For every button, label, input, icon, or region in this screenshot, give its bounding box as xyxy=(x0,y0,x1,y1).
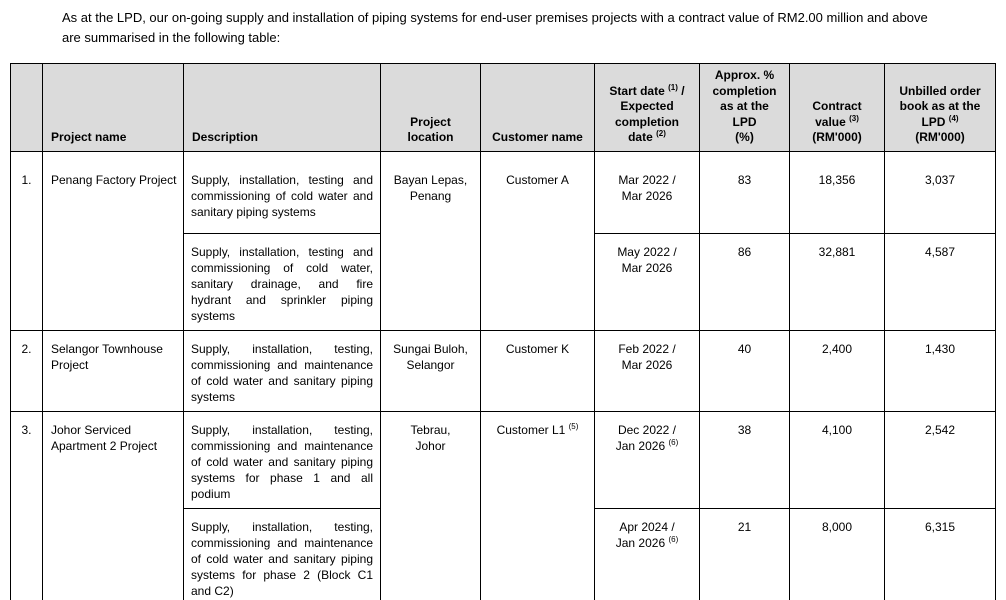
projects-table xyxy=(10,63,996,600)
col-header-unbilled-order-book: Unbilled order book as at the LPD $^{(4)}$ (RM'000) xyxy=(885,64,996,152)
table-row-selangor xyxy=(11,330,996,411)
cell-description: Supply, installation, testing, commissioning and maintenance of cold water and sanitary piping systems xyxy=(184,330,381,411)
table-row-johor-sub1 xyxy=(11,411,996,508)
cell-contract-value: 18,356 xyxy=(790,151,885,233)
cell-row-number: 3. xyxy=(11,411,43,600)
cell-unbilled-order-book: 4,587 xyxy=(885,233,996,330)
cell-unbilled-order-book: 3,037 xyxy=(885,151,996,233)
table-header-row xyxy=(11,64,996,152)
table-row-penang-sub1 xyxy=(11,151,996,233)
cell-description: Supply, installation, testing and commissioning of cold water and sanitary piping systems xyxy=(184,151,381,233)
cell-pct-completion: 86 xyxy=(700,233,790,330)
cell-row-number: 2. xyxy=(11,330,43,411)
cell-contract-value: 2,400 xyxy=(790,330,885,411)
cell-customer-name: Customer L1 $^{(5)}$ xyxy=(481,411,595,600)
cell-pct-completion: 21 xyxy=(700,508,790,600)
cell-contract-value: 32,881 xyxy=(790,233,885,330)
col-header-approx-completion: Approx. % completion as at the LPD (%) xyxy=(700,64,790,152)
footnote-ref-5: (5) xyxy=(568,421,579,431)
cell-pct-completion: 38 xyxy=(700,411,790,508)
col-header-start-date: Start date $^{(1)}$ / Expected completion date $^{(2)}$ xyxy=(595,64,700,152)
col-header-number xyxy=(11,64,43,152)
col-header-description: Description xyxy=(184,64,381,152)
cell-project-name: Johor Serviced Apartment 2 Project xyxy=(43,411,184,600)
cell-project-location: Sungai Buloh, Selangor xyxy=(381,330,481,411)
cell-start-date: May 2022 / Mar 2026 xyxy=(595,233,700,330)
cell-pct-completion: 40 xyxy=(700,330,790,411)
footnote-ref-1: (1) xyxy=(668,82,678,92)
cell-pct-completion: 83 xyxy=(700,151,790,233)
intro-paragraph: As at the LPD, our on-going supply and installation of piping systems for end-user premises projects with a contract value of RM2.00 million and above are summarised in the following table: xyxy=(62,10,928,45)
footnote-ref-4: (4) xyxy=(948,113,959,123)
footnote-ref-3: (3) xyxy=(849,113,859,123)
col-header-customer-name: Customer name xyxy=(481,64,595,152)
cell-project-location: Tebrau, Johor xyxy=(381,411,481,600)
cell-contract-value: 4,100 xyxy=(790,411,885,508)
cell-unbilled-order-book: 2,542 xyxy=(885,411,996,508)
cell-project-location: Bayan Lepas, Penang xyxy=(381,151,481,330)
cell-start-date: Mar 2022 / Mar 2026 xyxy=(595,151,700,233)
cell-row-number: 1. xyxy=(11,151,43,330)
cell-customer-name: Customer K xyxy=(481,330,595,411)
cell-description: Supply, installation, testing, commissioning and maintenance of cold water and sanitary piping systems for phase 1 and all podium xyxy=(184,411,381,508)
col-header-contract-value: Contract value $^{(3)}$ (RM'000) xyxy=(790,64,885,152)
cell-description: Supply, installation, testing, commissioning and maintenance of cold water and sanitary piping systems for phase 2 (Block C1 and C2) xyxy=(184,508,381,600)
cell-customer-name: Customer A xyxy=(481,151,595,330)
cell-start-date: Apr 2024 / Jan 2026 $^{(6)}$ xyxy=(595,508,700,600)
col-header-project-name: Project name xyxy=(43,64,184,152)
cell-start-date: Dec 2022 / Jan 2026 $^{(6)}$ xyxy=(595,411,700,508)
cell-project-name: Selangor Townhouse Project xyxy=(43,330,184,411)
footnote-ref-2: (2) xyxy=(656,129,666,138)
cell-unbilled-order-book: 6,315 xyxy=(885,508,996,600)
cell-start-date: Feb 2022 / Mar 2026 xyxy=(595,330,700,411)
col-header-project-location: Project location xyxy=(381,64,481,152)
footnote-ref-6: (6) xyxy=(668,534,679,544)
cell-project-name: Penang Factory Project xyxy=(43,151,184,330)
cell-description: Supply, installation, testing and commissioning of cold water, sanitary drainage, and fire hydrant and sprinkler piping systems xyxy=(184,233,381,330)
footnote-ref-6: (6) xyxy=(668,437,679,447)
cell-unbilled-order-book: 1,430 xyxy=(885,330,996,411)
cell-contract-value: 8,000 xyxy=(790,508,885,600)
